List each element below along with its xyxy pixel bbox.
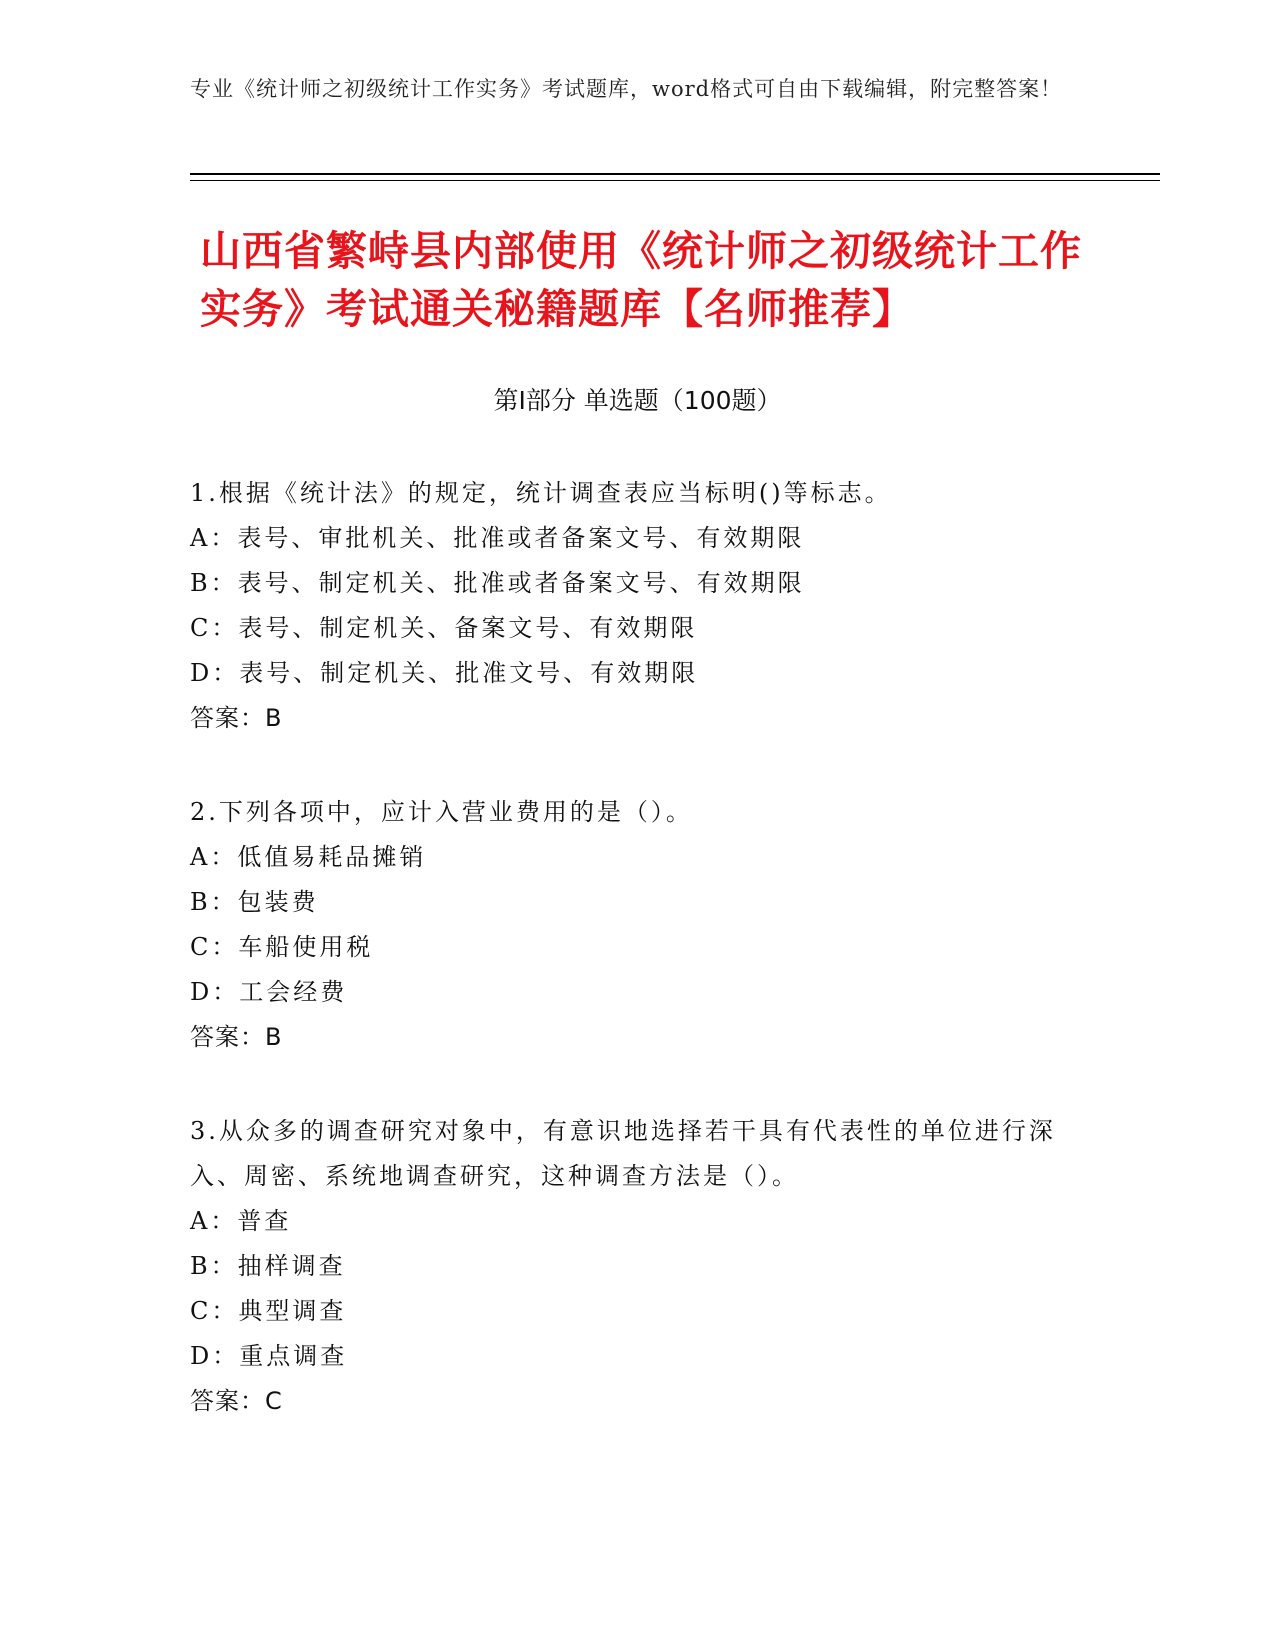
question-stem: 1.根据《统计法》的规定，统计调查表应当标明()等标志。 xyxy=(190,479,892,507)
document-title: 山西省繁峙县内部使用《统计师之初级统计工作实务》考试通关秘籍题库【名师推荐】 xyxy=(200,227,1082,333)
header-divider-thin xyxy=(190,180,1160,181)
answer: 答案：C xyxy=(190,1387,283,1415)
option-a: A：低值易耗品摊销 xyxy=(190,843,427,871)
question-list xyxy=(190,471,1090,1473)
option-c: C：表号、制定机关、备案文号、有效期限 xyxy=(190,614,698,642)
answer: 答案：B xyxy=(190,704,283,732)
option-c: C：典型调查 xyxy=(190,1297,347,1325)
question-stem: 2.下列各项中，应计入营业费用的是（）。 xyxy=(190,798,693,826)
option-a: A：表号、审批机关、批准或者备案文号、有效期限 xyxy=(190,524,805,552)
option-b: B：抽样调查 xyxy=(190,1252,346,1280)
question-stem: 3.从众多的调查研究对象中，有意识地选择若干具有代表性的单位进行深入、周密、系统地调查研究，这种调查方法是（）。 xyxy=(190,1117,1056,1190)
question-2 xyxy=(190,790,1090,1060)
option-d: D：表号、制定机关、批准文号、有效期限 xyxy=(190,659,699,687)
section-title: 第I部分 单选题（100题） xyxy=(493,386,782,415)
option-d: D：重点调查 xyxy=(190,1342,348,1370)
question-1 xyxy=(190,471,1090,741)
question-3 xyxy=(190,1109,1090,1424)
header-divider-thick xyxy=(190,173,1160,175)
option-b: B：包装费 xyxy=(190,888,319,916)
option-b: B：表号、制定机关、批准或者备案文号、有效期限 xyxy=(190,569,805,597)
option-a: A：普查 xyxy=(190,1207,292,1235)
answer: 答案：B xyxy=(190,1023,283,1051)
option-c: C：车船使用税 xyxy=(190,933,374,961)
option-d: D：工会经费 xyxy=(190,978,348,1006)
header-note: 专业《统计师之初级统计工作实务》考试题库，word格式可自由下载编辑，附完整答案！ xyxy=(190,77,1063,101)
